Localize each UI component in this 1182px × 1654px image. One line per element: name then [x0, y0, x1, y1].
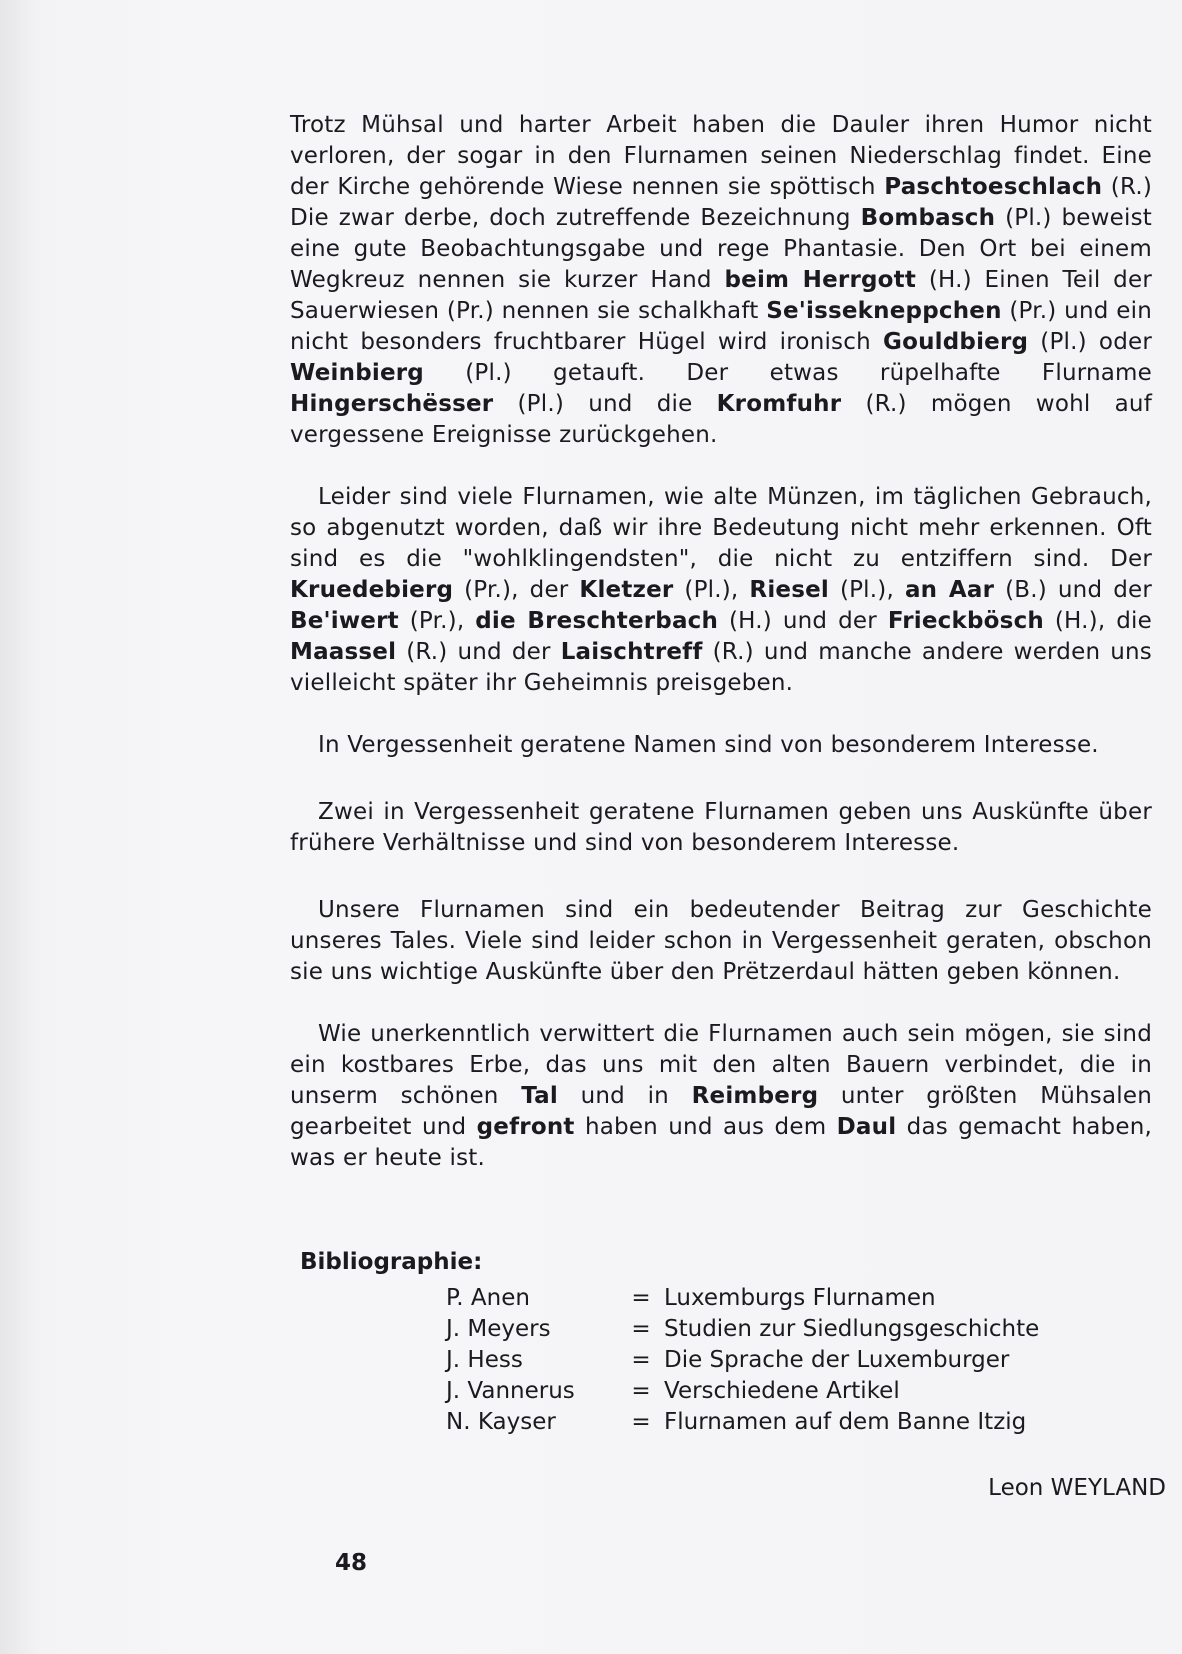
bibliography-entry	[446, 1407, 1039, 1438]
paragraph-text: das gemacht haben, was er heute ist.	[290, 1114, 1152, 1171]
paragraph-text: In Vergessenheit geratene Namen sind von besonderem Interesse.	[318, 732, 1099, 758]
paragraph-text: Unsere Flurnamen sind ein bedeutender Beitrag zur Geschichte unseres Tales. Viele sind leider schon in Vergessenheit geraten, obschon sie uns wichtige Auskünfte über den Prëtzerdaul hätten geben können.	[290, 897, 1152, 985]
bibliography-work: Luxemburgs Flurnamen	[664, 1285, 936, 1311]
bibliography-entry	[446, 1376, 1039, 1407]
paragraph-text: (Pl.),	[828, 577, 905, 603]
paragraph-text: (Pl.) getauft. Der etwas rüpelhafte Flurname	[423, 360, 1152, 386]
paragraph-text: (Pr.), der	[453, 577, 580, 603]
paragraph-text: (Pr.) und ein nicht besonders fruchtbarer Hügel wird ironisch	[290, 298, 1152, 355]
place-name-term: Hingerschësser	[290, 391, 494, 417]
bibliography-author: P. Anen	[446, 1285, 530, 1311]
paragraph-text: (Pl.) beweist eine gute Beobachtungsgabe und rege Phantasie. Den Ort bei einem Wegkreuz nennen sie kurzer Hand	[290, 205, 1153, 293]
paragraph-text: haben und aus dem	[574, 1114, 837, 1140]
paragraph-two-forgotten-names	[290, 797, 1152, 859]
paragraph-heritage	[290, 1019, 1152, 1174]
paragraph-forgotten-names	[290, 730, 1152, 761]
place-name-term: Be'iwert	[290, 608, 399, 634]
bibliography-author: N. Kayser	[446, 1409, 556, 1435]
place-name-term: Maassel	[290, 639, 397, 665]
bibliography-author: J. Hess	[446, 1347, 523, 1373]
page-number: 48	[335, 1550, 368, 1576]
place-name-term: Bombasch	[860, 205, 996, 231]
bibliography-list	[446, 1283, 1039, 1438]
paragraph-text: Wie unerkenntlich verwittert die Flurnamen auch sein mögen, sie sind ein kostbares Erbe, das uns mit den alten Bauern verbindet, die in unserm schönen	[290, 1021, 1152, 1109]
place-name-term: Daul	[836, 1114, 897, 1140]
bibliography-separator: =	[631, 1378, 651, 1404]
place-name-term: an Aar	[904, 577, 995, 603]
place-name-term: Se'issekneppchen	[766, 298, 1002, 324]
paragraph-text: (H.) Einen Teil der Sauerwiesen (Pr.) nennen sie schalkhaft	[290, 267, 1152, 324]
place-name-term: beim Herrgott	[724, 267, 917, 293]
paragraph-text: (Pl.),	[673, 577, 750, 603]
paragraph-text: Trotz Mühsal und harter Arbeit haben die Dauler ihren Humor nicht verloren, der sogar in den Flurnamen seinen Niederschlag findet. Eine der Kirche gehörende Wiese nennen sie spöttisch	[290, 112, 1152, 200]
bibliography-author: J. Vannerus	[446, 1378, 575, 1404]
paragraph-text: (Pl.) und die	[493, 391, 717, 417]
bibliography-work: Die Sprache der Luxemburger	[664, 1347, 1010, 1373]
place-name-term: gefront	[476, 1114, 575, 1140]
place-name-term: Laischtreff	[560, 639, 703, 665]
bibliography-separator: =	[631, 1409, 651, 1435]
paragraph-text: unter größten Mühsalen gearbeitet und	[290, 1083, 1152, 1140]
paragraph-text: und in	[557, 1083, 692, 1109]
paragraph-text: (B.) und der	[994, 577, 1153, 603]
author-signature: Leon WEYLAND	[988, 1475, 1166, 1501]
bibliography-work: Studien zur Siedlungsgeschichte	[664, 1316, 1040, 1342]
paragraph-humor	[290, 110, 1152, 451]
place-name-term: Reimberg	[691, 1083, 819, 1109]
place-name-term: Kromfuhr	[716, 391, 842, 417]
bibliography-author: J. Meyers	[446, 1316, 551, 1342]
paragraph-text: (H.), die	[1043, 608, 1152, 634]
article-body	[290, 110, 1152, 1174]
paragraph-text: Leider sind viele Flurnamen, wie alte Münzen, im täglichen Gebrauch, so abgenutzt worden, daß wir ihre Bedeutung nicht mehr erkennen. Oft sind es die "wohlklingendsten", die nicht zu entziffern sind. Der	[290, 484, 1152, 572]
paragraph-text: (Pr.),	[398, 608, 476, 634]
bibliography-separator: =	[631, 1285, 651, 1311]
bibliography-work: Verschiedene Artikel	[664, 1378, 900, 1404]
place-name-term: Tal	[521, 1083, 558, 1109]
bibliography-separator: =	[631, 1316, 651, 1342]
place-name-term: die Breschterbach	[475, 608, 719, 634]
paragraph-text: (R.) und der	[396, 639, 561, 665]
place-name-term: Kruedebierg	[290, 577, 454, 603]
bibliography-separator: =	[631, 1347, 651, 1373]
place-name-term: Riesel	[749, 577, 829, 603]
place-name-term: Kletzer	[579, 577, 674, 603]
paragraph-contribution	[290, 895, 1152, 988]
place-name-term: Frieckbösch	[887, 608, 1044, 634]
paragraph-text: (Pl.) oder	[1028, 329, 1152, 355]
paragraph-worn-names	[290, 482, 1152, 699]
bibliography-title: Bibliographie:	[300, 1249, 483, 1275]
bibliography-entry	[446, 1314, 1039, 1345]
paragraph-text: (H.) und der	[718, 608, 888, 634]
paragraph-text: (R.) Die zwar derbe, doch zutreffende Bezeichnung	[290, 174, 1153, 231]
paragraph-text: Zwei in Vergessenheit geratene Flurnamen geben uns Auskünfte über frühere Verhältnisse und sind von besonderem Interesse.	[290, 799, 1152, 856]
place-name-term: Weinbierg	[290, 360, 424, 386]
paragraph-text: (R.) mögen wohl auf vergessene Ereignisse zurückgehen.	[290, 391, 1152, 448]
paragraph-text: (R.) und manche andere werden uns vielleicht später ihr Geheimnis preisgeben.	[290, 639, 1152, 696]
bibliography-entry	[446, 1345, 1039, 1376]
place-name-term: Gouldbierg	[883, 329, 1029, 355]
bibliography-work: Flurnamen auf dem Banne Itzig	[664, 1409, 1027, 1435]
bibliography-entry	[446, 1283, 1039, 1314]
place-name-term: Paschtoeschlach	[884, 174, 1103, 200]
